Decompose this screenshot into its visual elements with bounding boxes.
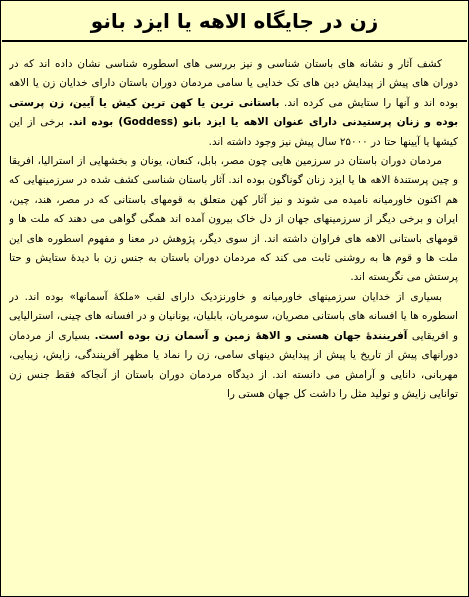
page-title: زن در جایگاه الاهه یا ایزد بانو: [90, 9, 379, 33]
paragraph-2: [9, 152, 458, 288]
paragraph-1-text-1: کشف آثار و نشانه های باستان شناسی و نیز بررسی های اسطوره شناسی نشان داده اند که در دوران های پیش از پیدایش دین های تک خدایی یا سامی مردمان دوران باستان دارای خدایان زن یا الاهه بوده اند و آنها را ستایش می کرده اند.: [9, 58, 458, 109]
paragraph-3-text-2: بسیاری از مردمان دورانهای پیش از تاریخ یا پیش از پیدایش دینهای سامی، زن را نماد یا مظهر آفرینندگی، زایش، زیبایی، مهربانی، دانایی و آرامش می دانسته اند. از دیدگاه مردمان دوران باستان از آنجاکه فقط جنس زن توانایی زایش و تولید مثل را داشت کل جهان هستی را: [9, 329, 458, 400]
paragraph-1-text-2: برخی از این کیشها یا آیینها حتا در ۲۵۰۰۰ سال پیش نیز وجود داشته اند.: [9, 116, 458, 148]
paragraph-1-bold-text: باستانی ترین یا کهن ترین کیش یا آیین، زن پرستی بوده و زنان پرستیدنی دارای عنوان الاهه یا ایزد بانو (Goddess) بوده اند.: [9, 96, 458, 129]
article-body: [9, 55, 458, 593]
paragraph-3: [9, 288, 458, 404]
paragraph-1: [9, 55, 458, 152]
paragraph-2-text: مردمان دوران باستان در سرزمین هایی چون مصر، بابل، کنعان، یونان و بخشهایی از استرالیا، افریقا و چین پرستندهٔ الاهه ها یا ایزد زنان گوناگون بوده اند. آثار باستان شناسی کشف شده در سرزمینهایی که هم اکنون خاورمیانه نامیده می شوند و نیز آثار کهن متعلق به قومهای باستانی که در مصر، هند، چین، ایران و برخی دیگر از سرزمینهای جهان از دل خاک بیرون آمده اند همگی گواهی می دهند که ملت ها و قومهای باستانی الاهه های فراوان داشته اند. از سوی دیگر، پژوهش در معنا و مفهوم اسطوره های این ملت ها و قوم ها به روشنی ثابت می کند که مردمان دوران باستان به جنس زن با دیدهٔ ستایش و حتا پرستش می نگریسته اند.: [9, 155, 458, 284]
paragraph-3-bold-text: آفرینندهٔ جهان هستی و الاههٔ زمین و آسمان زن بوده است.: [94, 329, 408, 342]
paragraph-3-text-1: بسیاری از خدایان سرزمینهای خاورمیانه و خاورنزدیک دارای لقب «ملکهٔ آسمانها» بوده اند. در اسطوره ها یا افسانه های باستانی مصریان، سومریان، بابلیان، یونانیان و در افسانه های چینی، استرالیایی و افریقایی: [9, 290, 458, 342]
title-bar: [2, 2, 467, 42]
